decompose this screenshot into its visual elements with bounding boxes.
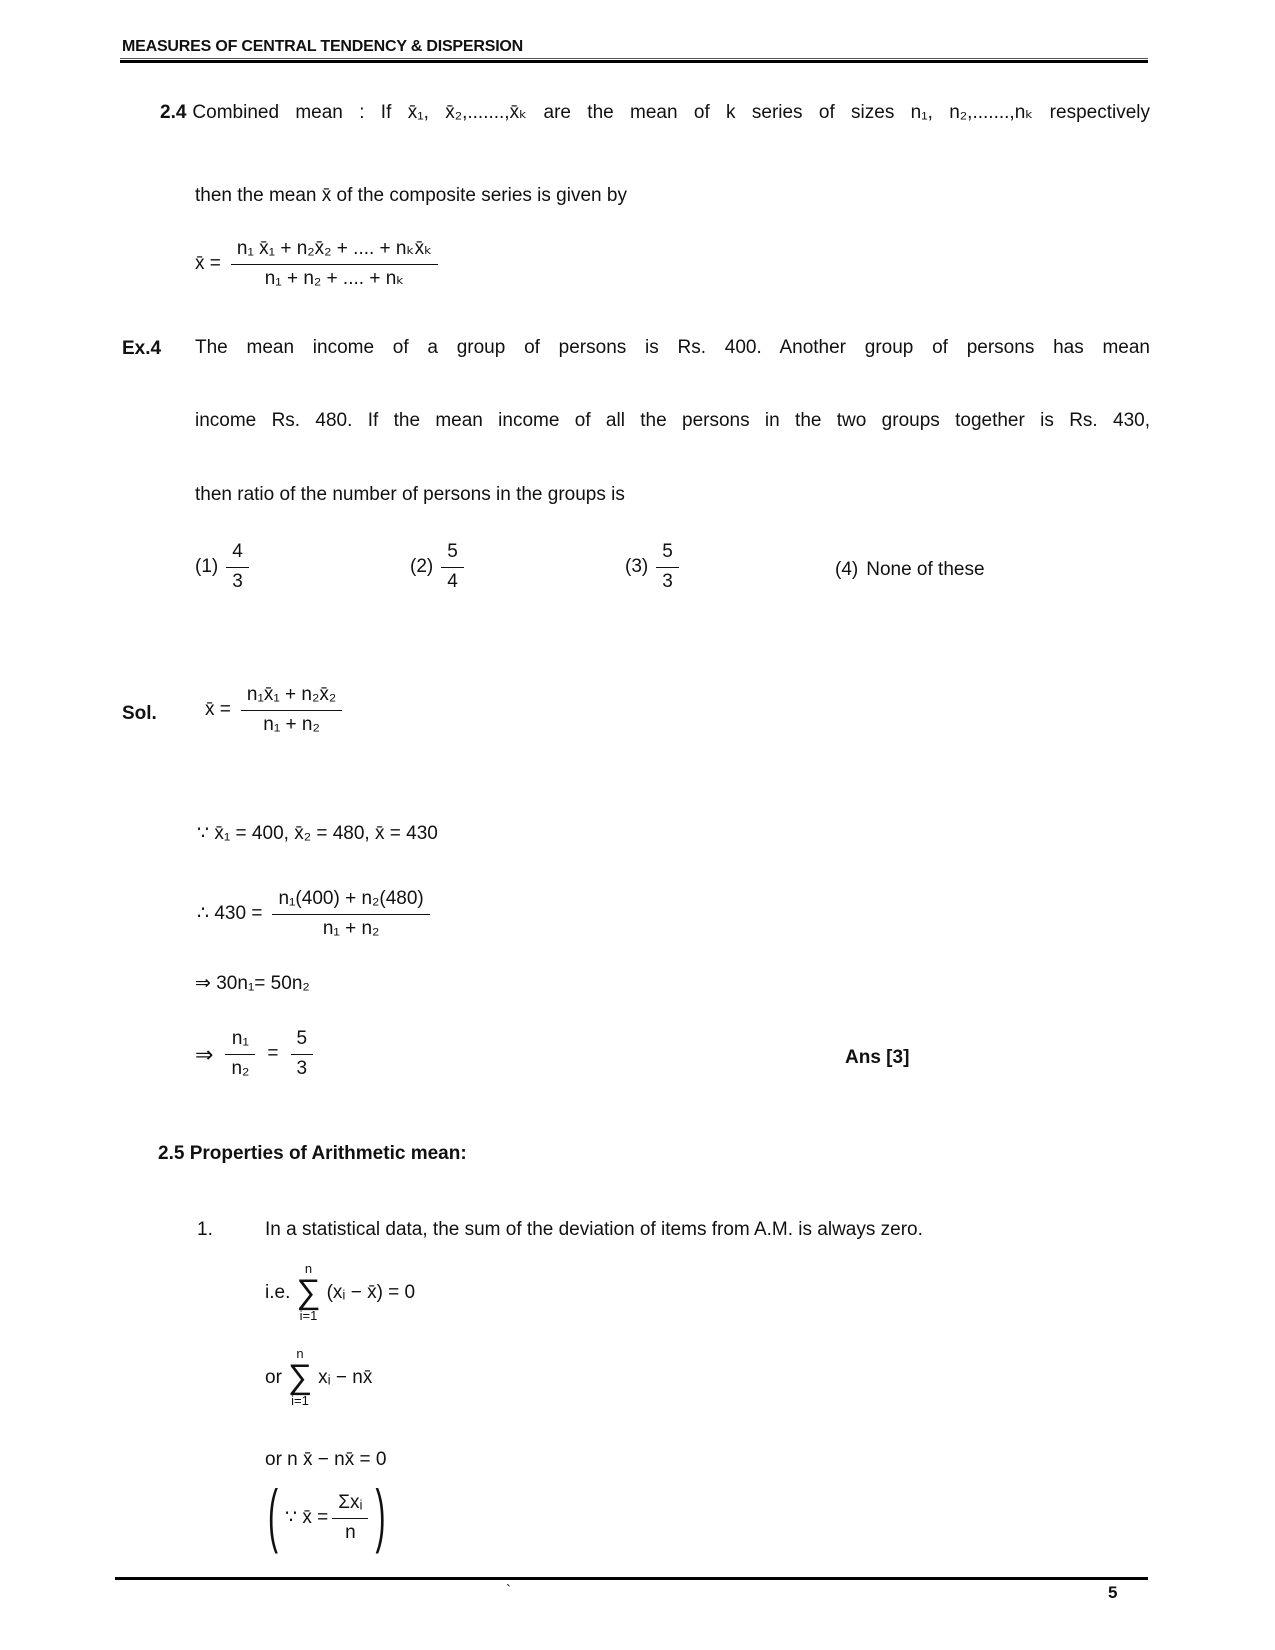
mean-definition-lhs: ∵ x̄ =	[285, 1507, 329, 1529]
property-item-1-text: In a statistical data, the sum of the deviation of items from A.M. is always zero.	[265, 1219, 923, 1240]
option-4-text: None of these	[866, 559, 985, 580]
option-3	[625, 541, 679, 594]
solution-step-3-numerator: n₁(400) + n₂(480)	[278, 888, 424, 909]
equation-ie-sum	[265, 1262, 415, 1323]
solution-step-1-denominator: n₁ + n₂	[241, 710, 342, 737]
property-item-1-number: 1.	[197, 1219, 213, 1240]
page-number: 5	[1108, 1583, 1118, 1602]
solution-step-3-fraction	[272, 888, 429, 941]
solution-step-5	[195, 1028, 313, 1081]
solution-step-4: ⇒ 30n₁= 50n₂	[195, 973, 310, 994]
solution-step-2: ∵ x̄₁ = 400, x̄₂ = 480, x̄ = 430	[197, 823, 438, 844]
equals-sign: =	[267, 1043, 279, 1065]
option-3-numerator: 5	[662, 541, 673, 562]
equation-or-sum	[265, 1347, 372, 1408]
equation-ie-body: (xᵢ − x̄) = 0	[326, 1281, 416, 1303]
equation-or-zero: or n x̄ − nx̄ = 0	[265, 1449, 387, 1470]
summation-2-lower-limit: i=1	[291, 1392, 309, 1408]
section-2-4-line2: then the mean x̄ of the composite series is given by	[195, 185, 627, 206]
summation-symbol-2	[288, 1347, 312, 1408]
solution-step-3-denominator: n₁ + n₂	[272, 914, 429, 941]
property-item-1	[197, 1218, 1152, 1242]
ratio-fraction	[225, 1028, 255, 1081]
section-2-5-heading: 2.5 Properties of Arithmetic mean:	[158, 1143, 467, 1164]
summation-2-upper-limit: n	[296, 1346, 304, 1361]
example-line-3: then ratio of the number of persons in the groups is	[195, 484, 625, 505]
header-rule	[120, 58, 1148, 63]
footer-rule	[115, 1577, 1148, 1580]
ratio-numerator: n₁	[231, 1028, 249, 1049]
sigma-icon-2: ∑	[287, 1358, 313, 1397]
answer-text: Ans [3]	[845, 1047, 910, 1068]
summation-symbol	[296, 1262, 320, 1323]
solution-label: Sol.	[122, 703, 157, 724]
option-3-denominator: 3	[656, 567, 679, 594]
formula-fraction	[231, 238, 438, 291]
equation-or-prefix: or	[265, 1366, 282, 1388]
summation-upper-limit: n	[304, 1261, 313, 1276]
option-1-denominator: 3	[226, 567, 249, 594]
footer-stray-mark: `	[506, 1582, 511, 1599]
example-label: Ex.4	[122, 338, 162, 359]
solution-step-3	[197, 888, 430, 941]
combined-mean-formula	[195, 238, 438, 291]
mean-definition-note	[265, 1478, 388, 1556]
value-numerator: 5	[296, 1028, 308, 1049]
open-paren: (	[268, 1478, 278, 1556]
mean-definition-denominator: n	[332, 1518, 368, 1545]
section-2-4-intro	[160, 101, 1150, 125]
option-1-fraction	[226, 541, 249, 594]
solution-step-1-numerator: n₁x̄₁ + n₂x̄₂	[246, 684, 337, 705]
formula-numerator: n₁ x̄₁ + n₂x̄₂ + .... + nₖx̄ₖ	[236, 238, 433, 259]
section-2-4-text: Combined mean : If x̄₁, x̄₂,.......,x̄ₖ are the mean of k series of sizes n₁, n₂,.......,nₖ respectively	[192, 102, 1150, 123]
close-paren: )	[375, 1478, 386, 1556]
option-2-numerator: 5	[447, 541, 458, 562]
option-3-label: (3)	[625, 556, 649, 578]
implies-arrow: ⇒	[195, 1041, 214, 1067]
option-2	[410, 541, 464, 594]
ratio-denominator: n₂	[225, 1054, 255, 1081]
option-3-fraction	[656, 541, 679, 594]
example-line-1: The mean income of a group of persons is Rs. 400. Another group of persons has mean	[195, 337, 1150, 358]
solution-step-3-lhs: ∴ 430 =	[197, 903, 263, 925]
option-2-label: (2)	[410, 556, 434, 578]
option-1-numerator: 4	[232, 541, 243, 562]
solution-step-1-lhs: x̄ =	[205, 699, 231, 721]
solution-step-1-fraction	[241, 684, 342, 737]
summation-lower-limit: i=1	[299, 1307, 318, 1323]
option-2-fraction	[441, 541, 464, 594]
option-1	[195, 541, 249, 594]
page-header-title: MEASURES OF CENTRAL TENDENCY & DISPERSION	[122, 38, 524, 55]
option-4	[835, 558, 985, 582]
solution-step-1	[205, 684, 342, 737]
option-2-denominator: 4	[441, 567, 464, 594]
option-1-label: (1)	[195, 556, 219, 578]
section-2-4-number: 2.4	[160, 102, 187, 123]
equation-or-body: xᵢ − nx̄	[318, 1366, 373, 1388]
mean-definition-fraction	[332, 1492, 368, 1545]
formula-denominator: n₁ + n₂ + .... + nₖ	[231, 264, 438, 291]
example-line-2: income Rs. 480. If the mean income of all the persons in the two groups together is Rs. 430,	[195, 410, 1150, 431]
value-fraction	[291, 1028, 314, 1081]
option-4-label: (4)	[835, 559, 859, 580]
formula-lhs: x̄ =	[195, 253, 221, 275]
equation-ie-prefix: i.e.	[265, 1281, 291, 1303]
sigma-icon: ∑	[296, 1273, 321, 1312]
value-denominator: 3	[291, 1054, 314, 1081]
mean-definition-numerator: Σxᵢ	[338, 1492, 363, 1513]
